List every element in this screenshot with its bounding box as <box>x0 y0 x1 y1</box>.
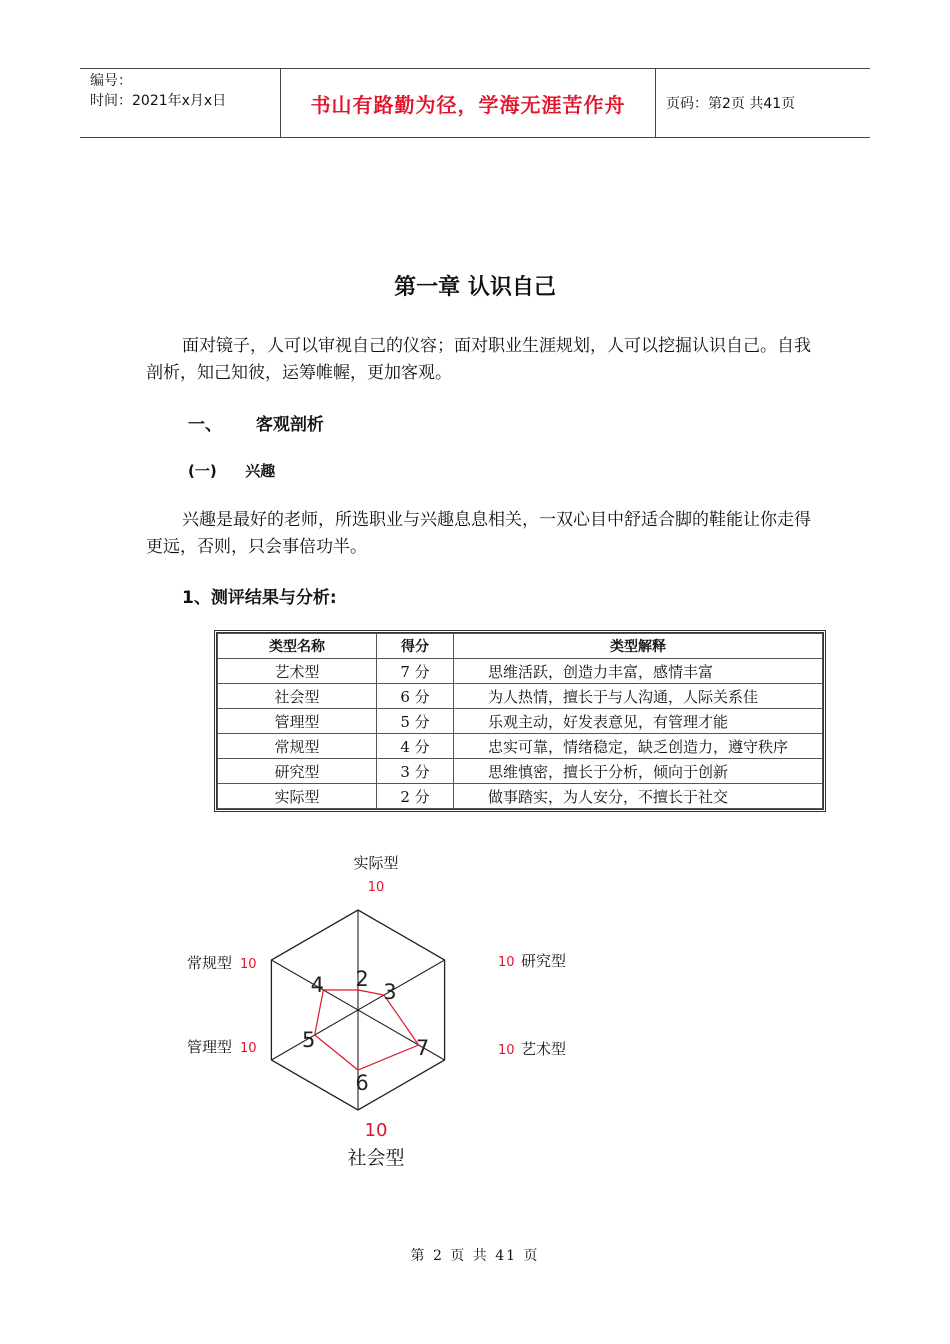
table-row <box>218 659 823 684</box>
header-meta <box>80 69 280 137</box>
cell-score: 5 分 <box>377 709 454 734</box>
cell-score: 7 分 <box>377 659 454 684</box>
cell-type: 艺术型 <box>218 659 377 684</box>
table-row <box>218 684 823 709</box>
section-heading <box>188 410 324 435</box>
intro-paragraph: 面对镜子，人可以审视自己的仪容；面对职业生涯规划，人可以挖掘认识自己。自我剖析，知己知彼，运筹帷幄，更加客观。 <box>146 336 811 383</box>
col-header-type: 类型名称 <box>218 634 377 659</box>
header-page-info: 页码：第2页 共41页 <box>666 96 796 112</box>
table-row <box>218 709 823 734</box>
radar-axis-label: 常规型 <box>186 954 232 972</box>
radar-axis-label: 研究型 <box>521 952 567 970</box>
radar-axis-label: 艺术型 <box>521 1040 567 1058</box>
radar-axis-label: 社会型 <box>347 1147 405 1169</box>
header-number-label: 编号： <box>90 73 132 89</box>
radar-max-label: 10 <box>240 1041 257 1056</box>
radar-value-label: 2 <box>355 967 369 991</box>
radar-axis-label: 实际型 <box>353 854 399 872</box>
table-header-row <box>218 634 823 659</box>
page-header <box>80 68 870 138</box>
cell-type: 社会型 <box>218 684 377 709</box>
item-heading: 1、测评结果与分析: <box>182 588 337 608</box>
radar-value-label: 3 <box>383 980 397 1004</box>
cell-score: 6 分 <box>377 684 454 709</box>
cell-explanation: 为人热情，擅长于与人沟通，人际关系佳 <box>454 684 823 709</box>
interest-paragraph: 兴趣是最好的老师，所选职业与兴趣息息相关，一双心目中舒适合脚的鞋能让你走得更远，否则，只会事倍功半。 <box>146 510 811 557</box>
section-number: 一、 <box>188 415 222 435</box>
radar-value-label: 6 <box>355 1071 369 1095</box>
interest-radar-chart <box>160 840 590 1180</box>
subsection-number: (一) <box>188 462 217 480</box>
cell-score: 3 分 <box>377 759 454 784</box>
page-footer: 第 2 页 共 41 页 <box>410 1248 540 1264</box>
header-time-label: 时间：2021年x月x日 <box>90 93 227 109</box>
cell-score: 2 分 <box>377 784 454 809</box>
header-motto: 书山有路勤为径，学海无涯苦作舟 <box>280 69 656 137</box>
radar-value-label: 4 <box>310 973 325 997</box>
table-row <box>218 734 823 759</box>
cell-type: 实际型 <box>218 784 377 809</box>
cell-explanation: 忠实可靠，情绪稳定，缺乏创造力，遵守秩序 <box>454 734 823 759</box>
cell-type: 管理型 <box>218 709 377 734</box>
col-header-explanation: 类型解释 <box>454 634 823 659</box>
radar-axis-label: 管理型 <box>186 1038 232 1056</box>
radar-max-label: 10 <box>364 1120 388 1141</box>
subsection-title: 兴趣 <box>245 462 276 480</box>
radar-value-label: 5 <box>302 1028 316 1052</box>
subsection-heading <box>188 460 275 481</box>
radar-max-label: 10 <box>498 955 515 970</box>
cell-type: 研究型 <box>218 759 377 784</box>
radar-max-label: 10 <box>367 880 385 895</box>
interest-table <box>214 630 826 812</box>
cell-type: 常规型 <box>218 734 377 759</box>
radar-value-label: 7 <box>415 1036 430 1060</box>
table-row <box>218 784 823 809</box>
cell-score: 4 分 <box>377 734 454 759</box>
col-header-score: 得分 <box>377 634 454 659</box>
cell-explanation: 乐观主动，好发表意见，有管理才能 <box>454 709 823 734</box>
cell-explanation: 做事踏实，为人安分，不擅长于社交 <box>454 784 823 809</box>
cell-explanation: 思维活跃，创造力丰富，感情丰富 <box>454 659 823 684</box>
chapter-title: 第一章 认识自己 <box>394 275 556 300</box>
radar-max-label: 10 <box>240 957 257 972</box>
cell-explanation: 思维慎密，擅长于分析，倾向于创新 <box>454 759 823 784</box>
radar-data-series <box>315 990 419 1070</box>
table-row <box>218 759 823 784</box>
radar-max-label: 10 <box>498 1043 515 1058</box>
section-title: 客观剖析 <box>255 415 324 435</box>
